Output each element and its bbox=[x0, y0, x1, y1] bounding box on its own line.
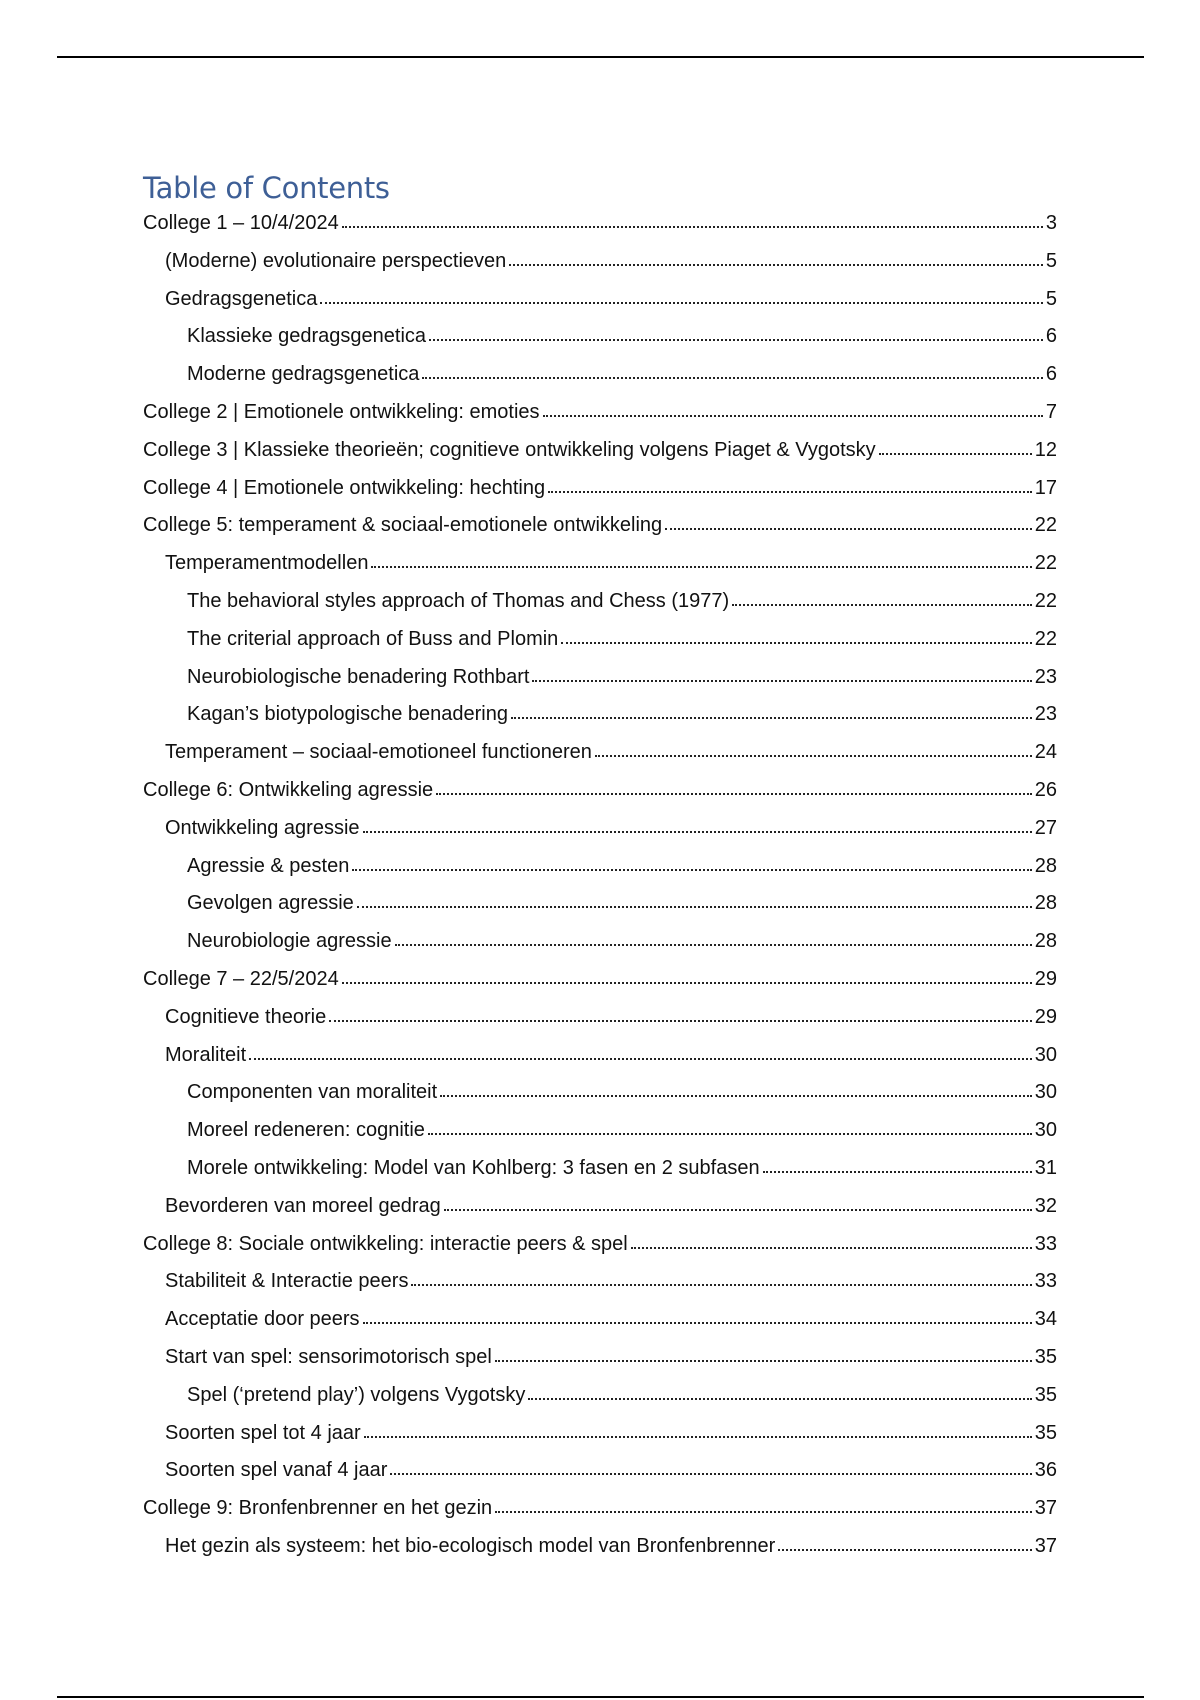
toc-entry[interactable] bbox=[143, 734, 1057, 772]
toc-entry[interactable] bbox=[143, 1112, 1057, 1150]
toc-entry[interactable] bbox=[143, 923, 1057, 961]
toc-entry[interactable] bbox=[143, 696, 1057, 734]
toc-entry-title: Moraliteit bbox=[165, 1043, 247, 1066]
dot-leader bbox=[428, 1131, 1032, 1135]
toc-entry[interactable] bbox=[143, 394, 1057, 432]
toc-page-number: 37 bbox=[1034, 1534, 1057, 1557]
dot-leader bbox=[543, 413, 1043, 417]
toc-entry[interactable] bbox=[143, 1226, 1057, 1264]
dot-leader bbox=[342, 224, 1043, 228]
toc-entry-title: Neurobiologische benadering Rothbart bbox=[187, 665, 530, 688]
toc-page-number: 22 bbox=[1034, 552, 1057, 575]
dot-leader bbox=[561, 640, 1031, 644]
toc-entry-title: College 2 | Emotionele ontwikkeling: emoties bbox=[143, 400, 540, 423]
toc-entry-title: Acceptatie door peers bbox=[165, 1308, 360, 1331]
toc-entry[interactable] bbox=[143, 1301, 1057, 1339]
dot-leader bbox=[357, 904, 1032, 908]
toc-page-number: 22 bbox=[1034, 589, 1057, 612]
dot-leader bbox=[411, 1282, 1031, 1286]
dot-leader bbox=[495, 1509, 1032, 1513]
footer-rule bbox=[57, 1696, 1144, 1698]
toc-list bbox=[143, 205, 1057, 1566]
toc-entry[interactable] bbox=[143, 1377, 1057, 1415]
toc-entry[interactable] bbox=[143, 1452, 1057, 1490]
toc-entry-title: Klassieke gedragsgenetica bbox=[187, 325, 427, 348]
dot-leader bbox=[342, 980, 1032, 984]
toc-entry-title: Stabiliteit & Interactie peers bbox=[165, 1270, 409, 1293]
toc-entry-title: Morele ontwikkeling: Model van Kohlberg: 3 fasen en 2 subfasen bbox=[187, 1156, 760, 1179]
toc-entry-title: College 7 – 22/5/2024 bbox=[143, 967, 339, 990]
toc-page-number: 27 bbox=[1034, 816, 1057, 839]
toc-page-number: 23 bbox=[1034, 665, 1057, 688]
toc-entry-title: Temperament – sociaal-emotioneel functioneren bbox=[165, 741, 592, 764]
dot-leader bbox=[363, 829, 1032, 833]
toc-page-number: 22 bbox=[1034, 627, 1057, 650]
toc-entry-title: Soorten spel vanaf 4 jaar bbox=[165, 1459, 388, 1482]
toc-entry-title: Temperamentmodellen bbox=[165, 552, 369, 575]
toc-entry-title: College 4 | Emotionele ontwikkeling: hechting bbox=[143, 476, 546, 499]
dot-leader bbox=[778, 1547, 1031, 1551]
toc-entry[interactable] bbox=[143, 281, 1057, 319]
toc-entry[interactable] bbox=[143, 885, 1057, 923]
toc-entry[interactable] bbox=[143, 507, 1057, 545]
toc-entry[interactable] bbox=[143, 1490, 1057, 1528]
toc-entry[interactable] bbox=[143, 1415, 1057, 1453]
toc-entry[interactable] bbox=[143, 1037, 1057, 1075]
toc-entry[interactable] bbox=[143, 961, 1057, 999]
toc-page-number: 32 bbox=[1034, 1194, 1057, 1217]
dot-leader bbox=[395, 942, 1032, 946]
toc-page-number: 28 bbox=[1034, 892, 1057, 915]
toc-page-number: 17 bbox=[1034, 476, 1057, 499]
toc-page-number: 34 bbox=[1034, 1308, 1057, 1331]
toc-entry[interactable] bbox=[143, 999, 1057, 1037]
toc-page-number: 28 bbox=[1034, 930, 1057, 953]
dot-leader bbox=[763, 1169, 1032, 1173]
toc-entry[interactable] bbox=[143, 318, 1057, 356]
dot-leader bbox=[329, 1018, 1032, 1022]
dot-leader bbox=[320, 300, 1043, 304]
toc-entry-title: Agressie & pesten bbox=[187, 854, 350, 877]
dot-leader bbox=[363, 1320, 1032, 1324]
toc-entry-title: Moreel redeneren: cognitie bbox=[187, 1119, 425, 1142]
dot-leader bbox=[631, 1245, 1032, 1249]
toc-entry-title: Bevorderen van moreel gedrag bbox=[165, 1194, 441, 1217]
toc-entry-title: Kagan’s biotypologische benadering bbox=[187, 703, 508, 726]
toc-entry[interactable] bbox=[143, 1263, 1057, 1301]
toc-entry[interactable] bbox=[143, 470, 1057, 508]
toc-page-number: 28 bbox=[1034, 854, 1057, 877]
toc-page-number: 35 bbox=[1034, 1345, 1057, 1368]
toc-entry-title: (Moderne) evolutionaire perspectieven bbox=[165, 249, 507, 272]
dot-leader bbox=[364, 1434, 1032, 1438]
toc-page-number: 30 bbox=[1034, 1119, 1057, 1142]
toc-entry[interactable] bbox=[143, 621, 1057, 659]
toc-page-number: 26 bbox=[1034, 778, 1057, 801]
toc-page-number: 6 bbox=[1045, 363, 1057, 386]
toc-entry-title: Gedragsgenetica bbox=[165, 287, 318, 310]
toc-entry[interactable] bbox=[143, 848, 1057, 886]
toc-entry[interactable] bbox=[143, 659, 1057, 697]
dot-leader bbox=[440, 1093, 1032, 1097]
toc-entry-title: The behavioral styles approach of Thomas and Chess (1977) bbox=[187, 589, 730, 612]
toc-entry-title: Start van spel: sensorimotorisch spel bbox=[165, 1345, 492, 1368]
toc-page-number: 7 bbox=[1045, 400, 1057, 423]
toc-page-number: 30 bbox=[1034, 1043, 1057, 1066]
toc-page-number: 35 bbox=[1034, 1383, 1057, 1406]
toc-entry[interactable] bbox=[143, 432, 1057, 470]
dot-leader bbox=[532, 678, 1031, 682]
toc-entry-title: Het gezin als systeem: het bio-ecologisch model van Bronfenbrenner bbox=[165, 1534, 776, 1557]
toc-entry-title: College 3 | Klassieke theorieën; cognitieve ontwikkeling volgens Piaget & Vygotsky bbox=[143, 438, 876, 461]
toc-entry-title: Soorten spel tot 4 jaar bbox=[165, 1421, 361, 1444]
toc-page-number: 33 bbox=[1034, 1232, 1057, 1255]
header-rule bbox=[57, 56, 1144, 58]
toc-entry-title: Moderne gedragsgenetica bbox=[187, 363, 420, 386]
toc-entry-title: Gevolgen agressie bbox=[187, 892, 354, 915]
toc-page-number: 12 bbox=[1034, 438, 1057, 461]
toc-entry[interactable] bbox=[143, 1339, 1057, 1377]
toc-page-number: 31 bbox=[1034, 1156, 1057, 1179]
toc-entry[interactable] bbox=[143, 1150, 1057, 1188]
dot-leader bbox=[595, 753, 1032, 757]
toc-page-number: 5 bbox=[1045, 249, 1057, 272]
dot-leader bbox=[429, 337, 1043, 341]
toc-entry-title: College 5: temperament & sociaal-emotionele ontwikkeling bbox=[143, 514, 663, 537]
toc-page-number: 29 bbox=[1034, 967, 1057, 990]
toc-page-number: 22 bbox=[1034, 514, 1057, 537]
toc-page-number: 29 bbox=[1034, 1005, 1057, 1028]
dot-leader bbox=[511, 715, 1032, 719]
toc-entry[interactable] bbox=[143, 243, 1057, 281]
toc-page-number: 37 bbox=[1034, 1497, 1057, 1520]
toc-page-number: 23 bbox=[1034, 703, 1057, 726]
dot-leader bbox=[509, 262, 1043, 266]
toc-page-number: 36 bbox=[1034, 1459, 1057, 1482]
dot-leader bbox=[436, 791, 1032, 795]
toc-entry-title: Ontwikkeling agressie bbox=[165, 816, 360, 839]
toc-page-number: 6 bbox=[1045, 325, 1057, 348]
toc-entry[interactable] bbox=[143, 205, 1057, 243]
toc-page-number: 35 bbox=[1034, 1421, 1057, 1444]
toc-entry-title: College 6: Ontwikkeling agressie bbox=[143, 778, 434, 801]
toc-entry-title: The criterial approach of Buss and Plomin bbox=[187, 627, 559, 650]
dot-leader bbox=[249, 1056, 1032, 1060]
toc-entry-title: Componenten van moraliteit bbox=[187, 1081, 438, 1104]
dot-leader bbox=[371, 564, 1031, 568]
toc-entry[interactable] bbox=[143, 1074, 1057, 1112]
dot-leader bbox=[528, 1396, 1031, 1400]
toc-page-number: 3 bbox=[1045, 212, 1057, 234]
dot-leader bbox=[422, 375, 1042, 379]
dot-leader bbox=[390, 1471, 1031, 1475]
toc-entry-title: Spel (‘pretend play’) volgens Vygotsky bbox=[187, 1383, 526, 1406]
dot-leader bbox=[548, 489, 1032, 493]
toc-entry[interactable] bbox=[143, 356, 1057, 394]
dot-leader bbox=[352, 867, 1031, 871]
toc-entry[interactable] bbox=[143, 1188, 1057, 1226]
dot-leader bbox=[495, 1358, 1032, 1362]
toc-entry[interactable] bbox=[143, 1528, 1057, 1566]
dot-leader bbox=[879, 451, 1032, 455]
toc-entry-title: Cognitieve theorie bbox=[165, 1005, 327, 1028]
toc-heading: Table of Contents bbox=[143, 171, 390, 205]
toc-entry[interactable] bbox=[143, 810, 1057, 848]
toc-entry-title: College 1 – 10/4/2024 bbox=[143, 212, 339, 234]
toc-entry-title: College 8: Sociale ontwikkeling: interactie peers & spel bbox=[143, 1232, 628, 1255]
toc-entry[interactable] bbox=[143, 583, 1057, 621]
dot-leader bbox=[665, 526, 1032, 530]
toc-page-number: 5 bbox=[1045, 287, 1057, 310]
toc-entry-title: Neurobiologie agressie bbox=[187, 930, 392, 953]
toc-page-number: 33 bbox=[1034, 1270, 1057, 1293]
toc-page-number: 30 bbox=[1034, 1081, 1057, 1104]
dot-leader bbox=[444, 1207, 1032, 1211]
toc-entry-title: College 9: Bronfenbrenner en het gezin bbox=[143, 1497, 493, 1520]
toc-entry[interactable] bbox=[143, 545, 1057, 583]
toc-page-number: 24 bbox=[1034, 741, 1057, 764]
toc-entry[interactable] bbox=[143, 772, 1057, 810]
dot-leader bbox=[732, 602, 1032, 606]
